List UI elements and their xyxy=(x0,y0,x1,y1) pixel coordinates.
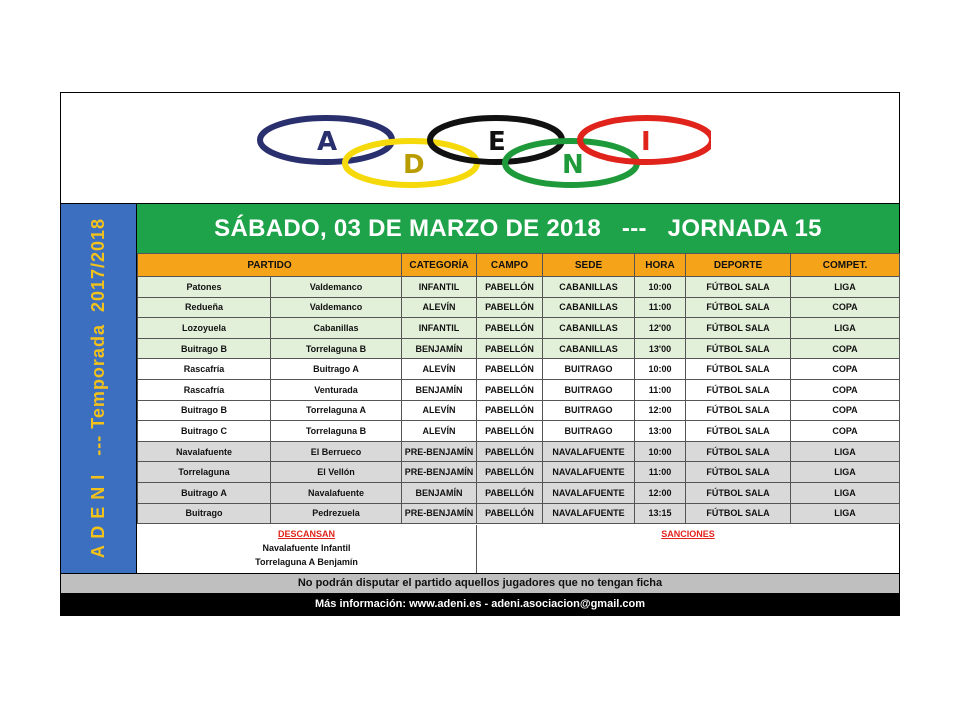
cell-hora: 10:00 xyxy=(635,277,686,298)
table-row xyxy=(138,379,900,400)
header-partido: PARTIDO xyxy=(138,254,402,277)
sanciones-title: SANCIONES xyxy=(661,529,715,539)
cell-deporte: FÚTBOL SALA xyxy=(686,277,791,298)
cell-local: Rascafría xyxy=(138,379,271,400)
cell-hora: 12'00 xyxy=(635,318,686,339)
cell-sede: NAVALAFUENTE xyxy=(543,441,635,462)
cell-local: Buitrago B xyxy=(138,400,271,421)
cell-campo: PABELLÓN xyxy=(477,318,543,339)
cell-visitante: Torrelaguna A xyxy=(271,400,402,421)
header-categoria: CATEGORÍA xyxy=(402,254,477,277)
cell-sede: BUITRAGO xyxy=(543,400,635,421)
cell-compet: LIGA xyxy=(791,482,900,503)
cell-deporte: FÚTBOL SALA xyxy=(686,359,791,380)
cell-deporte: FÚTBOL SALA xyxy=(686,400,791,421)
cell-local: Torrelaguna xyxy=(138,462,271,483)
cell-visitante: Cabanillas xyxy=(271,318,402,339)
cell-visitante: Torrelaguna B xyxy=(271,338,402,359)
cell-campo: PABELLÓN xyxy=(477,338,543,359)
logo-letter-a: A xyxy=(317,127,338,157)
cell-visitante: El Berrueco xyxy=(271,441,402,462)
cell-categoria: BENJAMÍN xyxy=(402,482,477,503)
cell-local: Redueña xyxy=(138,297,271,318)
table-header-row xyxy=(138,254,900,277)
cell-campo: PABELLÓN xyxy=(477,503,543,524)
cell-categoria: PRE-BENJAMÍN xyxy=(402,462,477,483)
cell-compet: LIGA xyxy=(791,277,900,298)
cell-sede: BUITRAGO xyxy=(543,421,635,442)
table-row xyxy=(138,503,900,524)
cell-local: Buitrago B xyxy=(138,338,271,359)
cell-hora: 11:00 xyxy=(635,297,686,318)
logo-letter-n: N xyxy=(562,150,584,180)
schedule-poster xyxy=(60,92,900,616)
cell-campo: PABELLÓN xyxy=(477,379,543,400)
cell-campo: PABELLÓN xyxy=(477,400,543,421)
cell-campo: PABELLÓN xyxy=(477,482,543,503)
cell-compet: COPA xyxy=(791,359,900,380)
cell-hora: 10:00 xyxy=(635,441,686,462)
cell-sede: CABANILLAS xyxy=(543,277,635,298)
header-hora: HORA xyxy=(635,254,686,277)
schedule-table xyxy=(137,253,900,524)
cell-categoria: BENJAMÍN xyxy=(402,338,477,359)
cell-deporte: FÚTBOL SALA xyxy=(686,379,791,400)
table-row xyxy=(138,462,900,483)
table-row xyxy=(138,400,900,421)
cell-sede: NAVALAFUENTE xyxy=(543,482,635,503)
cell-deporte: FÚTBOL SALA xyxy=(686,482,791,503)
cell-deporte: FÚTBOL SALA xyxy=(686,462,791,483)
header-compet: COMPET. xyxy=(791,254,900,277)
descansan-panel xyxy=(137,525,477,573)
cell-local: Patones xyxy=(138,277,271,298)
table-row xyxy=(138,338,900,359)
cell-hora: 13'00 xyxy=(635,338,686,359)
cell-campo: PABELLÓN xyxy=(477,441,543,462)
cell-campo: PABELLÓN xyxy=(477,359,543,380)
cell-sede: NAVALAFUENTE xyxy=(543,462,635,483)
cell-campo: PABELLÓN xyxy=(477,462,543,483)
rest-item: Torrelaguna A Benjamín xyxy=(255,557,358,567)
cell-deporte: FÚTBOL SALA xyxy=(686,318,791,339)
header-sede: SEDE xyxy=(543,254,635,277)
cell-sede: BUITRAGO xyxy=(543,359,635,380)
cell-local: Buitrago C xyxy=(138,421,271,442)
sanciones-panel xyxy=(477,525,899,573)
cell-compet: COPA xyxy=(791,379,900,400)
table-row xyxy=(138,318,900,339)
cell-local: Navalafuente xyxy=(138,441,271,462)
cell-visitante: Pedrezuela xyxy=(271,503,402,524)
table-row xyxy=(138,277,900,298)
cell-visitante: El Vellón xyxy=(271,462,402,483)
cell-deporte: FÚTBOL SALA xyxy=(686,297,791,318)
cell-local: Buitrago A xyxy=(138,482,271,503)
cell-hora: 11:00 xyxy=(635,462,686,483)
cell-compet: LIGA xyxy=(791,441,900,462)
descansan-title: DESCANSAN xyxy=(277,529,335,539)
table-row xyxy=(138,482,900,503)
adeni-rings-logo xyxy=(251,105,711,197)
cell-deporte: FÚTBOL SALA xyxy=(686,503,791,524)
cell-visitante: Torrelaguna B xyxy=(271,421,402,442)
cell-campo: PABELLÓN xyxy=(477,297,543,318)
cell-hora: 13:15 xyxy=(635,503,686,524)
page-title: SÁBADO, 03 DE MARZO DE 2018 --- JORNADA 15 xyxy=(137,204,899,253)
cell-categoria: PRE-BENJAMÍN xyxy=(402,503,477,524)
cell-compet: COPA xyxy=(791,297,900,318)
cell-visitante: Valdemanco xyxy=(271,277,402,298)
season-label: A D E N I --- Temporada 2017/2018 xyxy=(88,217,108,559)
logo-letter-e: E xyxy=(488,127,506,157)
table-row xyxy=(138,441,900,462)
cell-categoria: ALEVÍN xyxy=(402,359,477,380)
cell-compet: COPA xyxy=(791,421,900,442)
header-campo: CAMPO xyxy=(477,254,543,277)
license-note: No podrán disputar el partido aquellos jugadores que no tengan ficha xyxy=(61,573,899,594)
cell-visitante: Venturada xyxy=(271,379,402,400)
cell-campo: PABELLÓN xyxy=(477,277,543,298)
cell-visitante: Valdemanco xyxy=(271,297,402,318)
cell-categoria: ALEVÍN xyxy=(402,297,477,318)
cell-compet: COPA xyxy=(791,338,900,359)
cell-compet: LIGA xyxy=(791,503,900,524)
cell-deporte: FÚTBOL SALA xyxy=(686,421,791,442)
cell-categoria: BENJAMÍN xyxy=(402,379,477,400)
cell-sede: NAVALAFUENTE xyxy=(543,503,635,524)
cell-sede: CABANILLAS xyxy=(543,338,635,359)
cell-compet: LIGA xyxy=(791,462,900,483)
cell-categoria: ALEVÍN xyxy=(402,400,477,421)
cell-sede: CABANILLAS xyxy=(543,297,635,318)
logo-letter-d: D xyxy=(403,150,425,180)
cell-visitante: Buitrago A xyxy=(271,359,402,380)
table-row xyxy=(138,297,900,318)
cell-compet: LIGA xyxy=(791,318,900,339)
cell-categoria: ALEVÍN xyxy=(402,421,477,442)
cell-categoria: PRE-BENJAMÍN xyxy=(402,441,477,462)
cell-deporte: FÚTBOL SALA xyxy=(686,338,791,359)
cell-local: Buitrago xyxy=(138,503,271,524)
season-sidebar xyxy=(61,204,137,573)
table-row xyxy=(138,359,900,380)
cell-sede: BUITRAGO xyxy=(543,379,635,400)
cell-local: Rascafría xyxy=(138,359,271,380)
contact-info: Más información: www.adeni.es - adeni.asociacion@gmail.com xyxy=(61,593,899,615)
cell-hora: 12:00 xyxy=(635,400,686,421)
cell-hora: 11:00 xyxy=(635,379,686,400)
logo-letter-i: I xyxy=(641,127,651,157)
cell-hora: 12:00 xyxy=(635,482,686,503)
cell-categoria: INFANTIL xyxy=(402,277,477,298)
header-deporte: DEPORTE xyxy=(686,254,791,277)
cell-visitante: Navalafuente xyxy=(271,482,402,503)
cell-hora: 10:00 xyxy=(635,359,686,380)
logo-area xyxy=(61,93,899,204)
table-row xyxy=(138,421,900,442)
cell-hora: 13:00 xyxy=(635,421,686,442)
rest-item: Navalafuente Infantil xyxy=(262,543,351,553)
cell-sede: CABANILLAS xyxy=(543,318,635,339)
cell-local: Lozoyuela xyxy=(138,318,271,339)
cell-compet: COPA xyxy=(791,400,900,421)
cell-categoria: INFANTIL xyxy=(402,318,477,339)
cell-campo: PABELLÓN xyxy=(477,421,543,442)
cell-deporte: FÚTBOL SALA xyxy=(686,441,791,462)
